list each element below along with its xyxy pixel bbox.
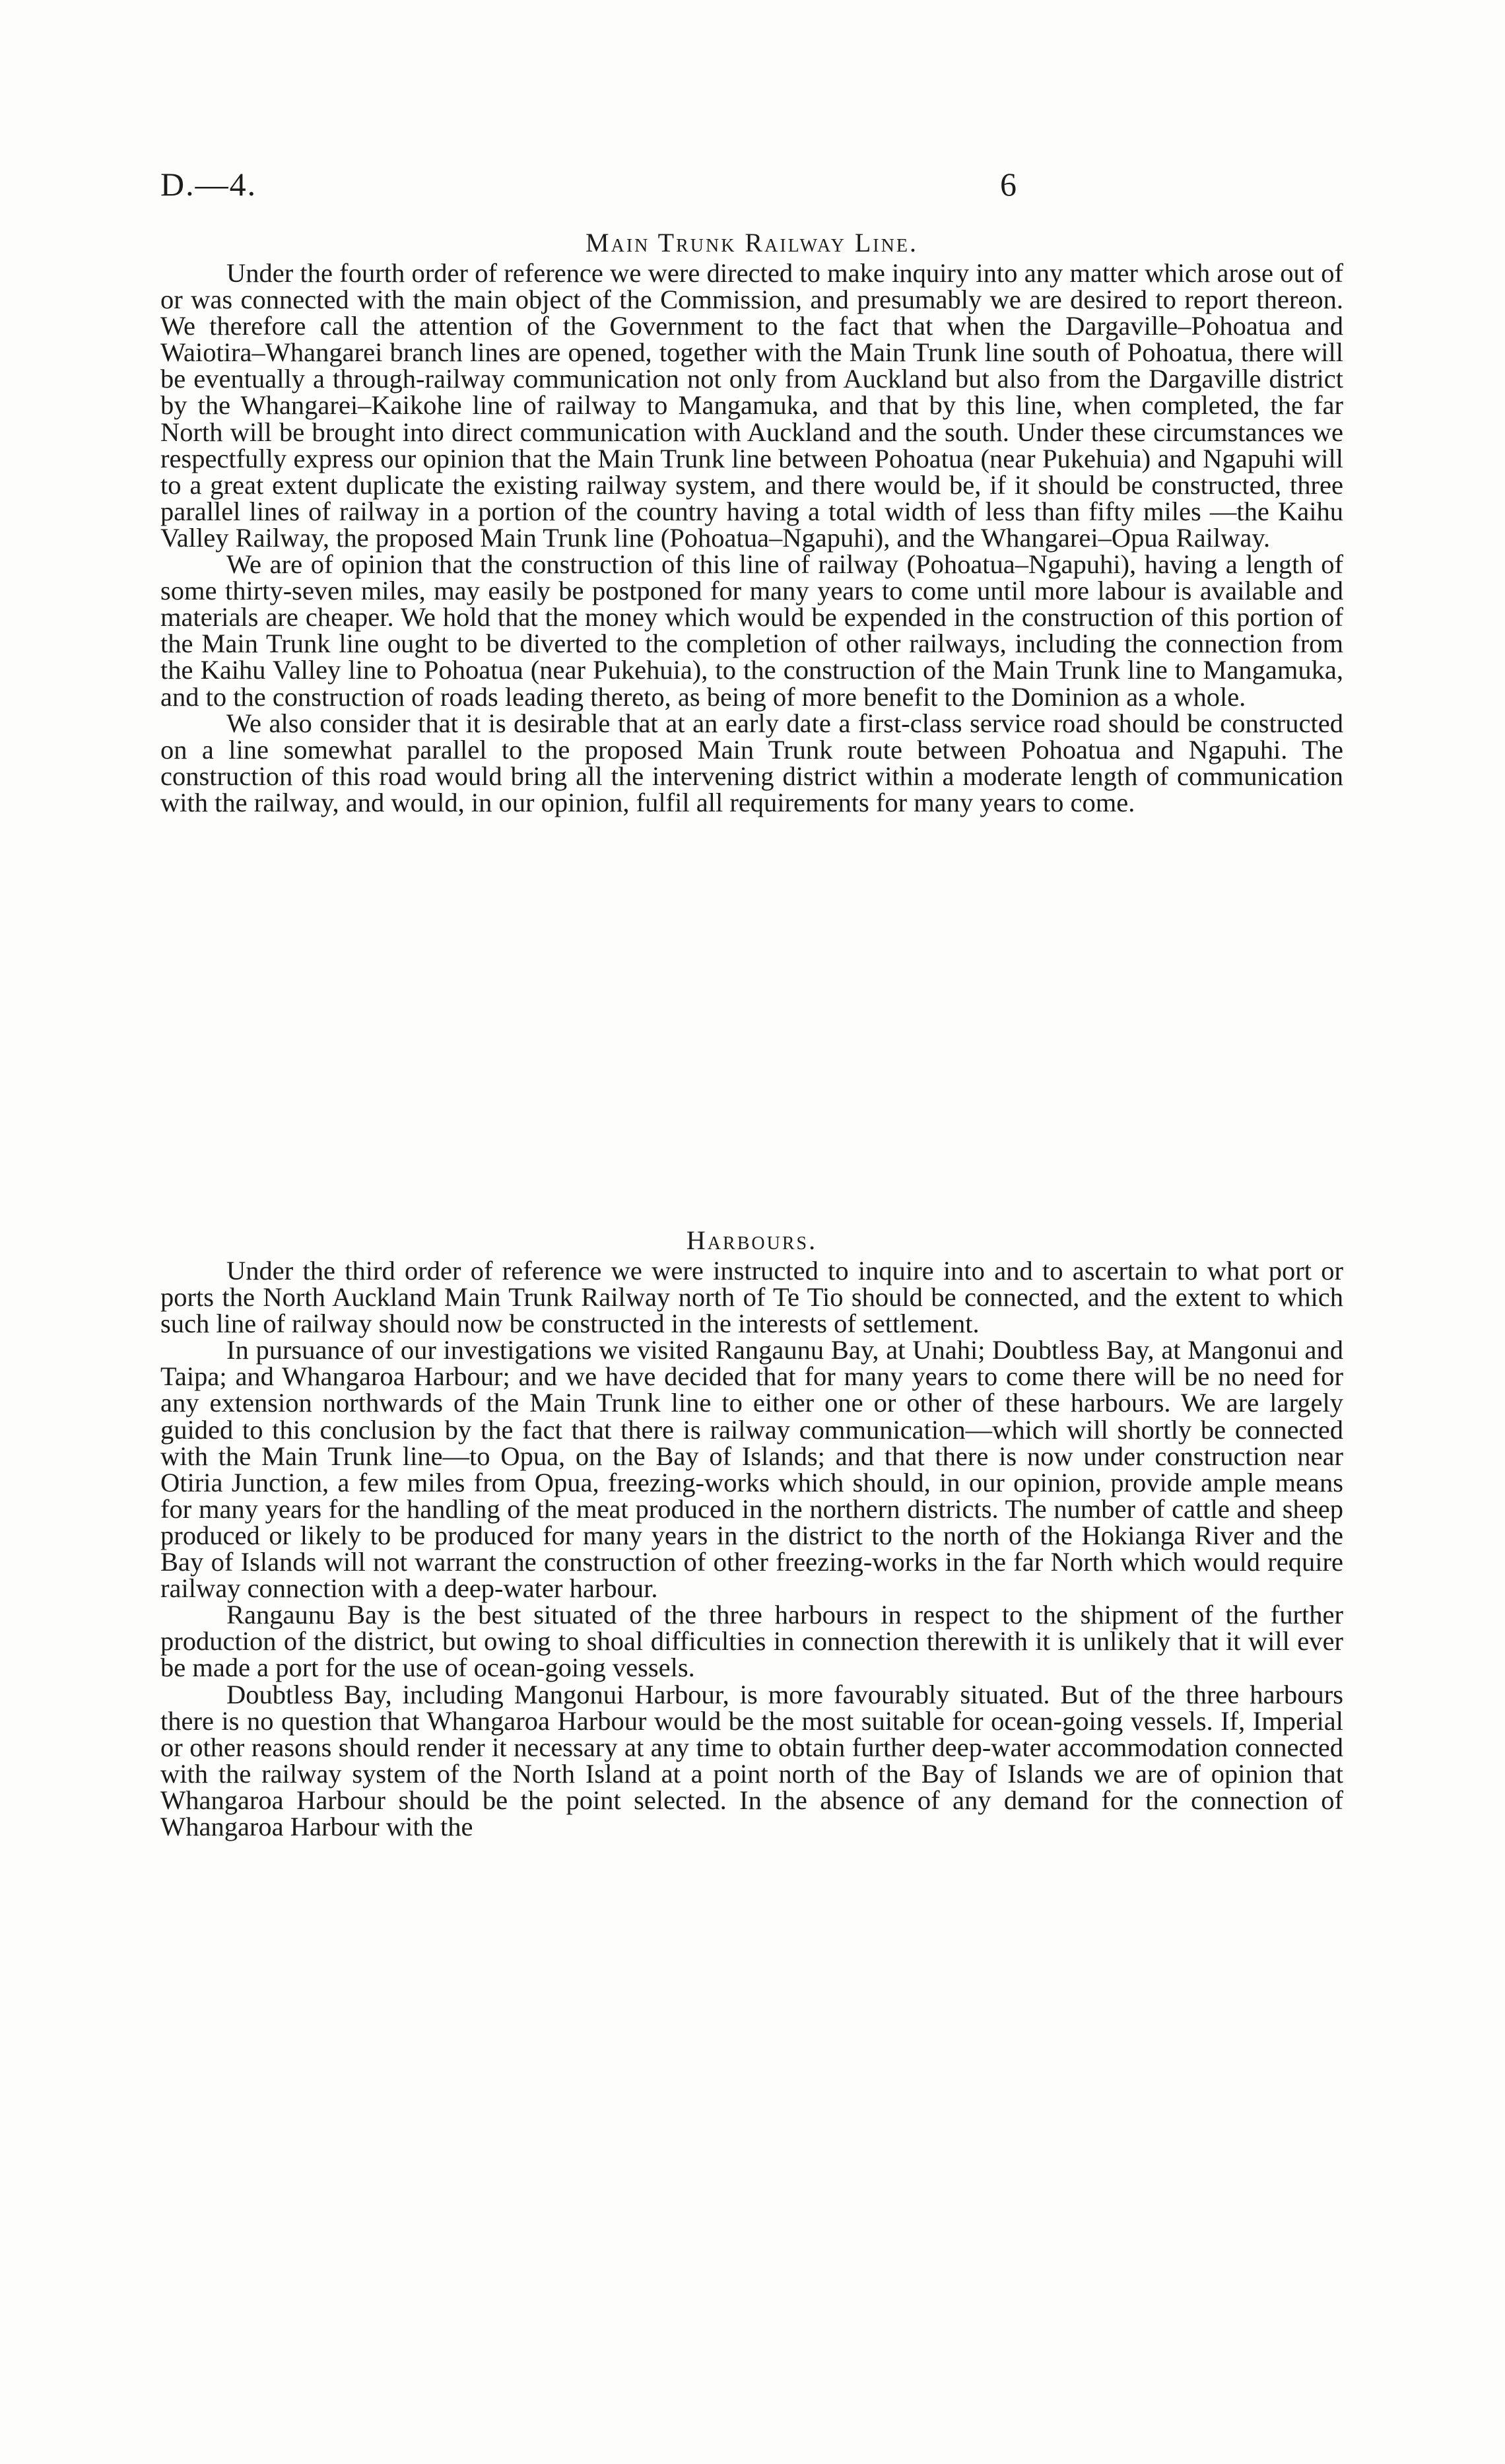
paragraph: Rangaunu Bay is the best situated of the three harbours in respect to the shipment of the further production of the district, but owing to shoal difficulties in connection therewith it is unlikely that it will ever be made a port for the use of ocean-going vessels. [160, 1600, 1343, 1683]
document-reference: D.—4. [160, 166, 257, 203]
paragraph: We are of opinion that the construction of this line of railway (Pohoatua–Ngapuhi), having a length of some thirty-seven miles, may easily be postponed for many years to come until more labour is available and materials are cheaper. We hold that the money which would be expended in the construction of this portion of the Main Trunk line ought to be diverted to the completion of other railways, including the connection from the Kaihu Valley line to Pohoatua (near Pukehuia), to the construction of the Main Trunk line to Mangamuka, and to the construction of roads leading thereto, as being of more benefit to the Dominion as a whole. [160, 549, 1343, 712]
paragraph: We also consider that it is desirable that at an early date a first-class service road should be constructed on a line somewhat parallel to the proposed Main Trunk route between Pohoatua and Ngapuhi. The construction of this road would bring all the intervening district within a moderate length of communication with the railway, and would, in our opinion, fulfil all requirements for many years to come. [160, 708, 1343, 817]
paragraph: Under the third order of reference we were instructed to inquire into and to ascertain to what port or ports the North Auckland Main Trunk Railway north of Te Tio should be connected, and the extent to which such line of railway should now be constructed in the interests of settlement. [160, 1256, 1343, 1339]
paragraph: Under the fourth order of reference we were directed to make inquiry into any matter which arose out of or was connected with the main object of the Commission, and presumably we are desired to report thereon. We therefore call the attention of the Government to the fact that when the Dargaville–Pohoatua and Waiotira–Whangarei branch lines are opened, together with the Main Trunk line south of Pohoatua, there will be eventually a through-railway communication not only from Auckland but also from the Dargaville district by the Whangarei–Kaikohe line of railway to Mangamuka, and that by this line, when completed, the far North will be brought into direct communication with Auckland and the south. Under these circumstances we respectfully express our opinion that the Main Trunk line between Pohoatua (near Pukehuia) and Ngapuhi will to a great extent duplicate the existing railway system, and there would be, if it should be constructed, three parallel lines of railway in a portion of the country having a total width of less than fifty miles —the Kaihu Valley Railway, the proposed Main Trunk line (Pohoatua–Ngapuhi), and the Whangarei–Opua Railway. [160, 258, 1343, 553]
paragraph: In pursuance of our investigations we visited Rangaunu Bay, at Unahi; Doubtless Bay, at Mangonui and Taipa; and Whangaroa Harbour; and we have decided that for many years to come there will be no need for any extension northwards of the Main Trunk line to either one or other of these harbours. We are largely guided to this conclusion by the fact that there is railway communication—which will shortly be connected with the Main Trunk line—to Opua, on the Bay of Islands; and that there is now under construction near Otiria Junction, a few miles from Opua, freezing-works which should, in our opinion, provide ample means for many years for the handling of the meat produced in the northern districts. The number of cattle and sheep produced or likely to be produced for many years in the district to the north of the Hokianga River and the Bay of Islands will not warrant the construction of other freezing-works in the far North which would require railway connection with a deep-water harbour. [160, 1335, 1343, 1604]
section-heading-main-trunk: Main Trunk Railway Line. [585, 228, 918, 257]
section-body-main-trunk [160, 260, 1343, 816]
section-body-harbours [160, 1258, 1343, 1840]
page-number: 6 [1000, 166, 1017, 203]
section-heading-harbours: Harbours. [686, 1225, 818, 1255]
paragraph: Doubtless Bay, including Mangonui Harbour, is more favourably situated. But of the three harbours there is no question that Whangaroa Harbour would be the most suitable for ocean-going vessels. If, Imperial or other reasons should render it necessary at any time to obtain further deep-water accommodation connected with the railway system of the North Island at a point north of the Bay of Islands we are of opinion that Whangaroa Harbour should be the point selected. In the absence of any demand for the connection of Whangaroa Harbour with the [160, 1679, 1343, 1841]
